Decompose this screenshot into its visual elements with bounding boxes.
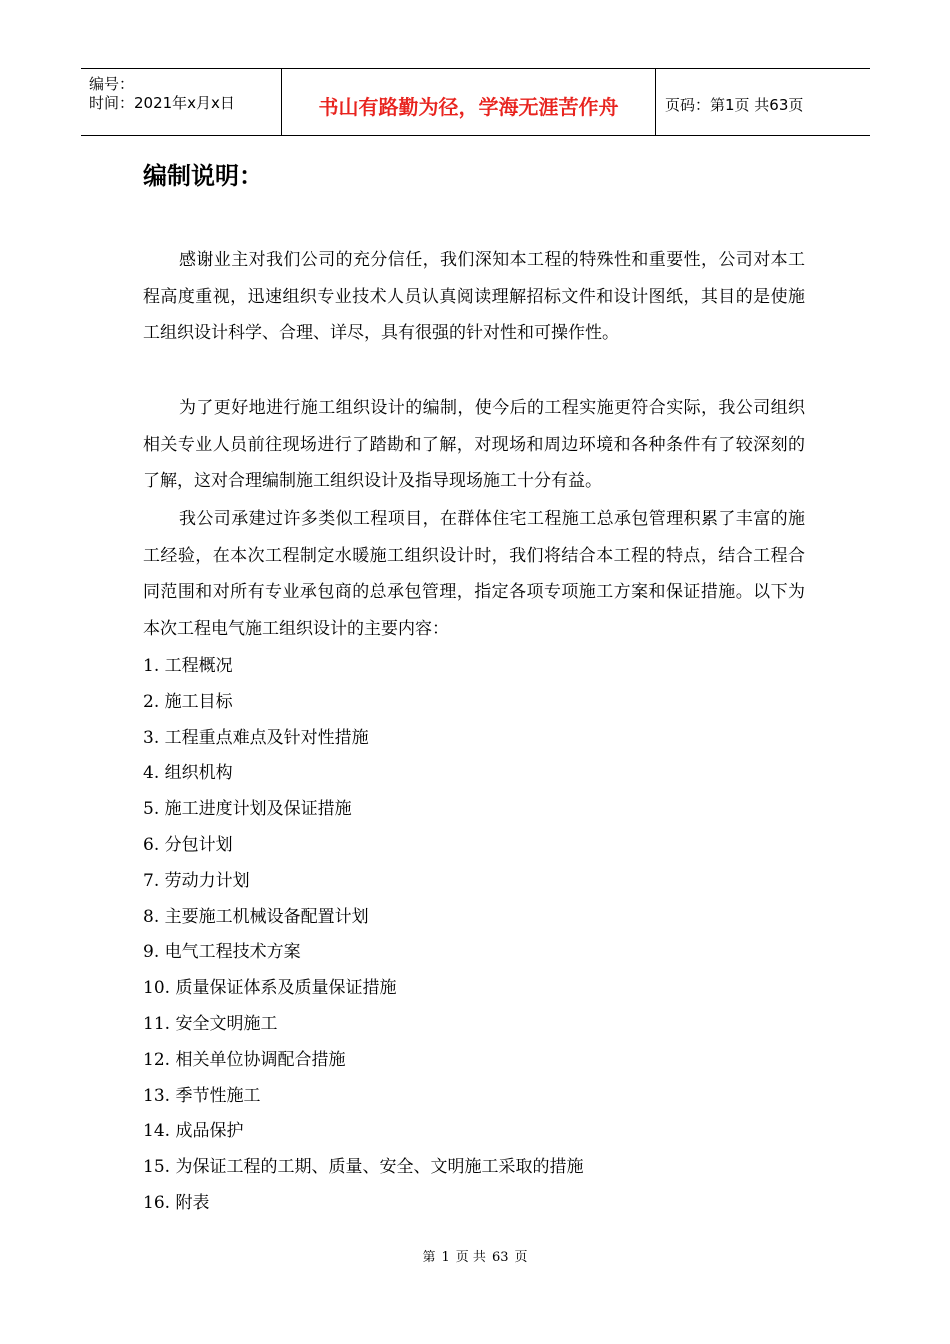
paragraph-3: 我公司承建过许多类似工程项目，在群体住宅工程施工总承包管理积累了丰富的施工经验，在本次工程制定水暖施工组织设计时，我们将结合本工程的特点，结合工程合同范围和对所有专业承包商的总承包管理，指定各项专项施工方案和保证措施。以下为本次工程电气施工组织设计的主要内容： [143, 509, 805, 639]
document-date-label: 时间：2021年x月x日 [89, 94, 235, 112]
contents-item: 7. 劳动力计划 [143, 870, 250, 891]
footer-page-number: 1 [441, 1250, 450, 1265]
contents-item: 11. 安全文明施工 [143, 1013, 278, 1034]
contents-item: 10. 质量保证体系及质量保证措施 [143, 978, 397, 999]
contents-item: 4. 组织机构 [143, 763, 233, 784]
header-page-info: 页码：第1页 共63页 [665, 96, 804, 114]
document-header [81, 68, 870, 136]
header-motto: 书山有路勤为径，学海无涯苦作舟 [318, 95, 619, 119]
contents-item: 8. 主要施工机械设备配置计划 [143, 906, 369, 927]
paragraph-2: 为了更好地进行施工组织设计的编制，使今后的工程实施更符合实际，我公司组织相关专业人员前往现场进行了踏勘和了解，对现场和周边环境和各种条件有了较深刻的了解，这对合理编制施工组织设计及指导现场施工十分有益。 [143, 398, 805, 491]
footer-suffix: 页 [514, 1250, 528, 1265]
document-number-label: 编号： [89, 75, 135, 93]
contents-item: 2. 施工目标 [143, 691, 233, 712]
contents-item: 15. 为保证工程的工期、质量、安全、文明施工采取的措施 [143, 1157, 584, 1178]
footer-prefix: 第 [422, 1250, 436, 1265]
contents-item: 1. 工程概况 [143, 656, 233, 676]
contents-item: 16. 附表 [143, 1192, 210, 1213]
contents-item: 13. 季节性施工 [143, 1085, 261, 1106]
paragraph-1: 感谢业主对我们公司的充分信任，我们深知本工程的特殊性和重要性，公司对本工程高度重视，迅速组织专业技术人员认真阅读理解招标文件和设计图纸，其目的是使施工组织设计科学、合理、详尽，具有很强的针对性和可操作性。 [143, 250, 805, 343]
header-left-cell [81, 69, 282, 135]
section-heading: 编制说明： [143, 162, 263, 190]
contents-list [143, 649, 583, 1222]
page-footer [0, 1246, 950, 1265]
header-right-cell [656, 69, 870, 135]
contents-item: 5. 施工进度计划及保证措施 [143, 799, 352, 820]
contents-item: 14. 成品保护 [143, 1121, 244, 1142]
footer-total-pages: 63 [491, 1250, 509, 1265]
contents-item: 12. 相关单位协调配合措施 [143, 1049, 346, 1070]
contents-item: 3. 工程重点难点及针对性措施 [143, 727, 369, 748]
contents-item: 6. 分包计划 [143, 834, 233, 855]
footer-middle: 页 共 [455, 1250, 486, 1265]
contents-item: 9. 电气工程技术方案 [143, 942, 301, 963]
header-middle-cell [282, 69, 656, 135]
